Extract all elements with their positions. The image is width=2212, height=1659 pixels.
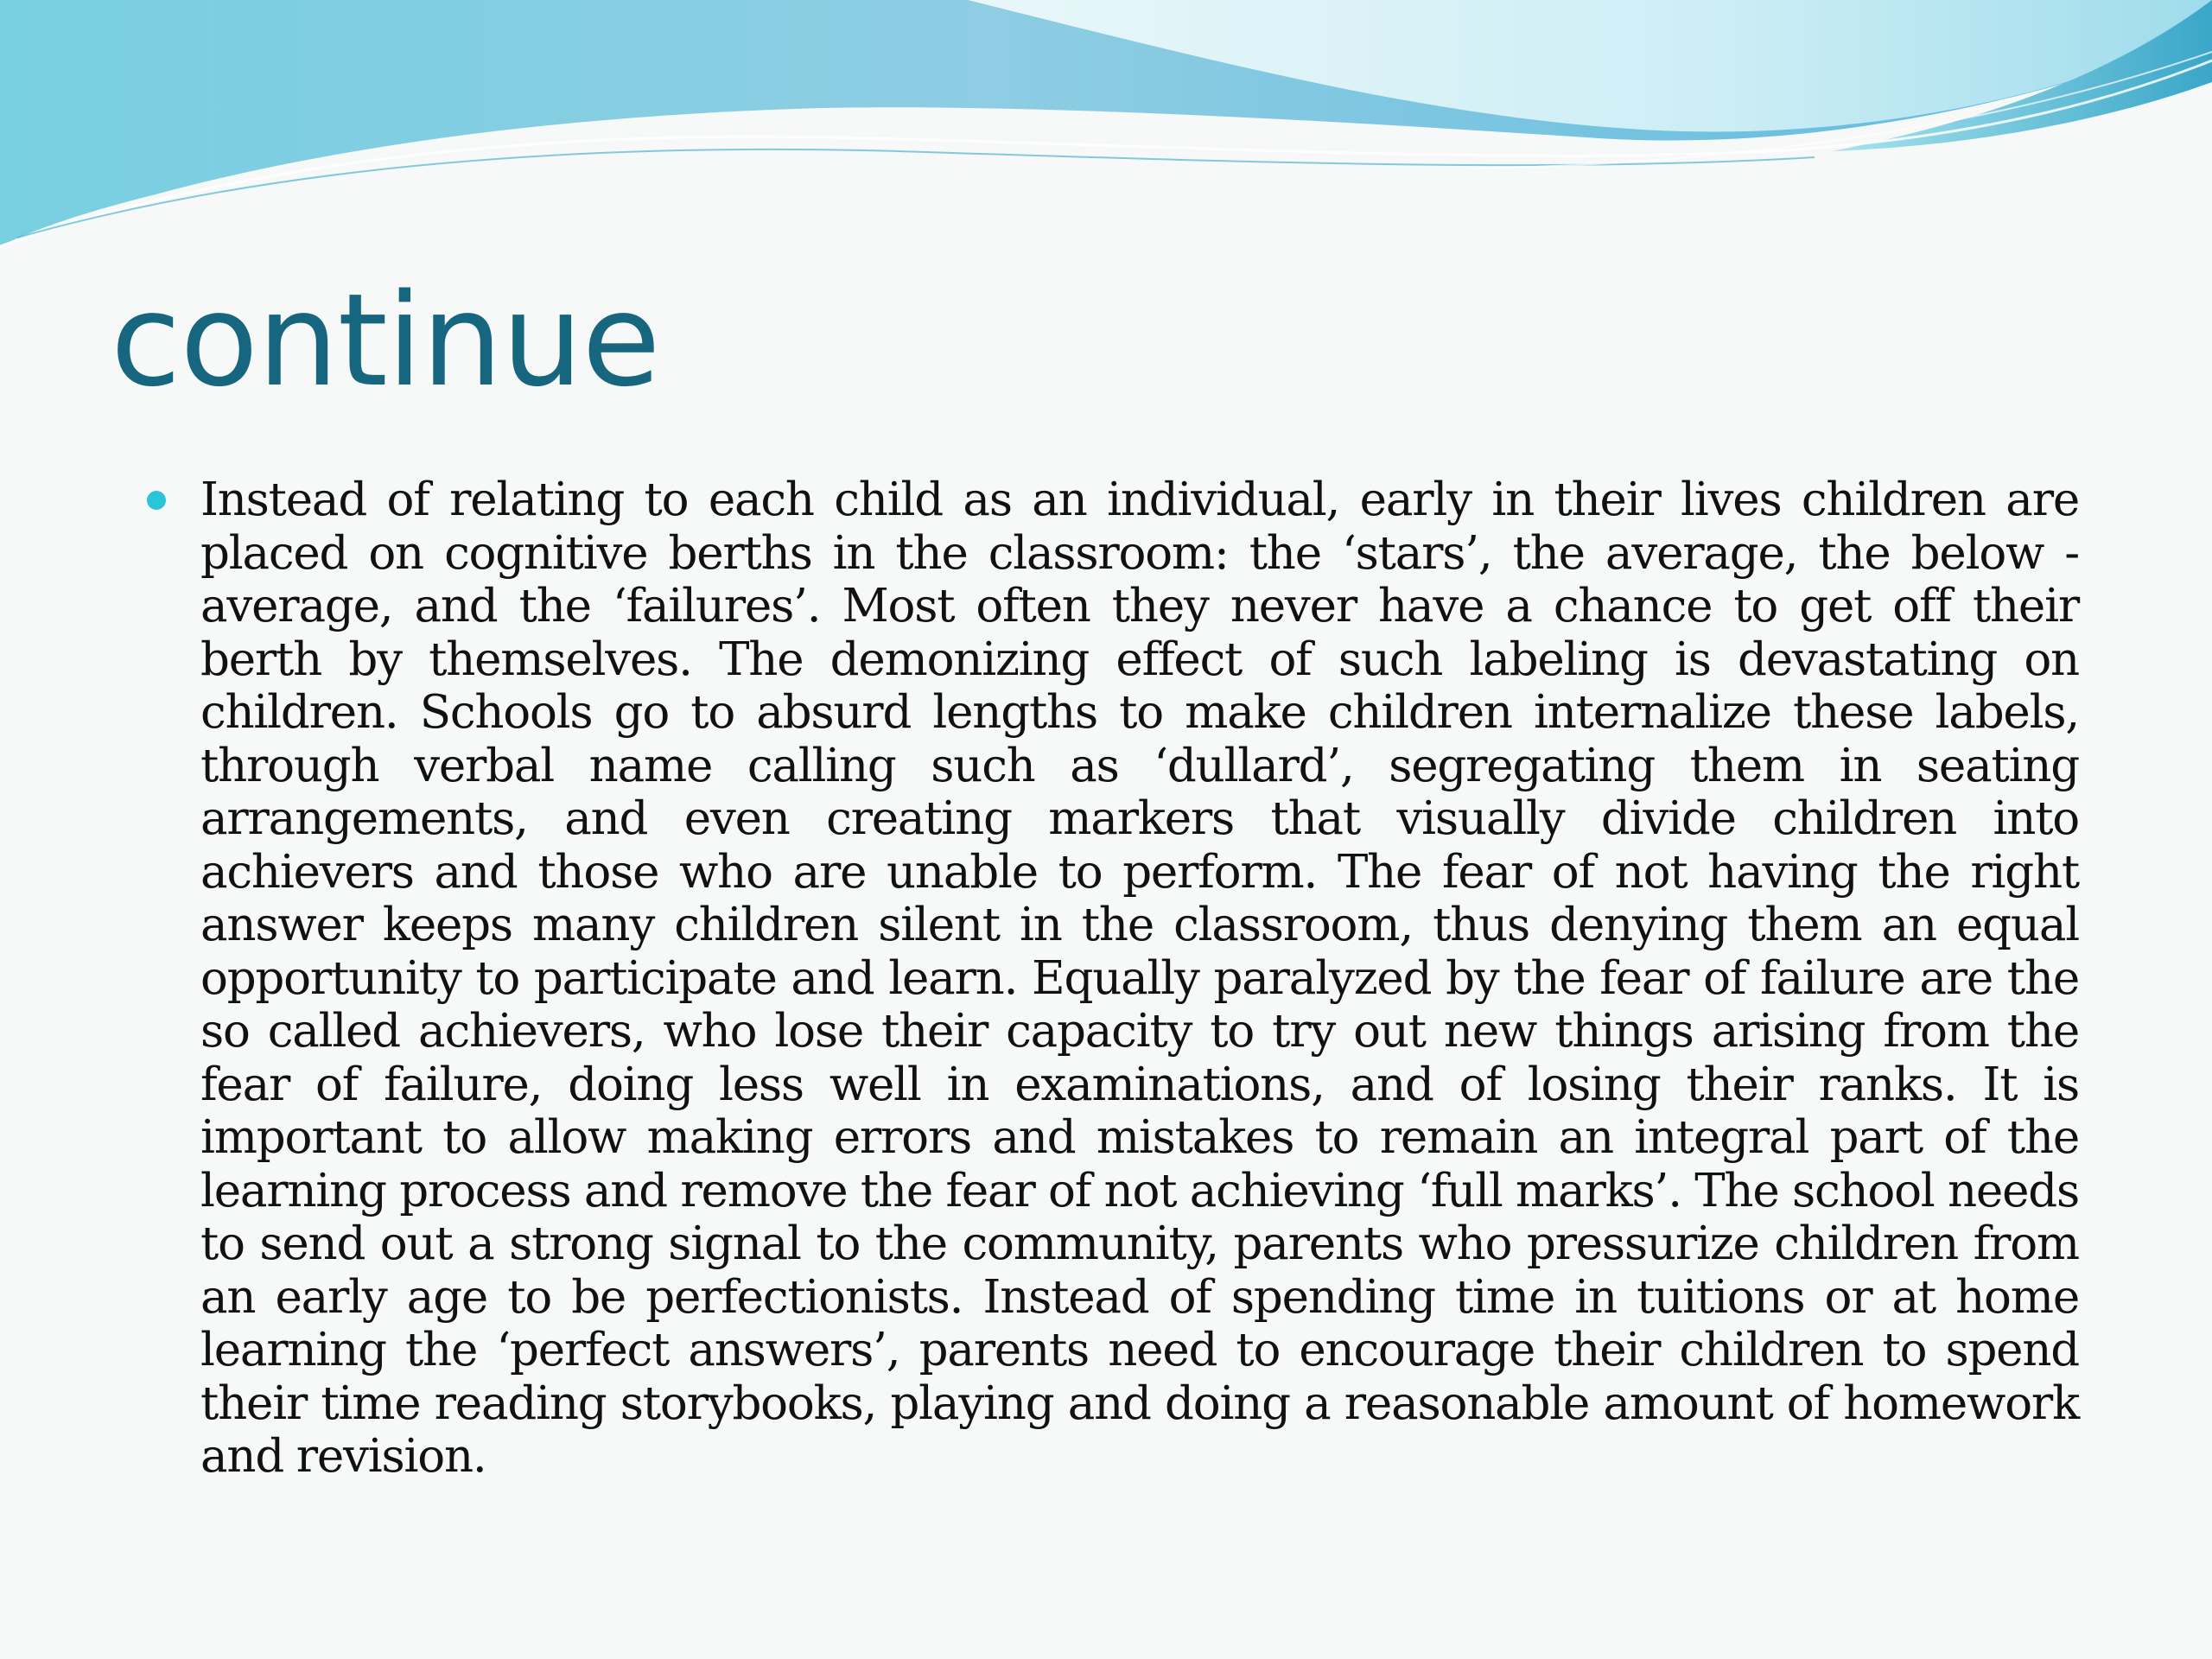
list-item [147,474,2079,1484]
slide-title: continue [111,266,660,415]
bullet-text: Instead of relating to each child as an individual, early in their lives children are placed on cognitive berths in the classroom: the ‘stars’, the average, the below -average, and the ‘failures’. Most often they never have a chance to get off their berth by themselves. The demonizing effect of such labeling is devastating on children. Schools go to absurd lengths to make children internalize these labels, through verbal name calling such as ‘dullard’, segregating them in seating arrangements, and even creating markers that visually divide children into achievers and those who are unable to perform. The fear of not having the right answer keeps many children silent in the classroom, thus denying them an equal opportunity to participate and learn. Equally paralyzed by the fear of failure are the so called achievers, who lose their capacity to try out new things arising from the fear of failure, doing less well in examinations, and of losing their ranks. It is important to allow making errors and mistakes to remain an integral part of the learning process and remove the fear of not achieving ‘full marks’. The school needs to send out a strong signal to the community, parents who pressurize children from an early age to be perfectionists. Instead of spending time in tuitions or at home learning the ‘perfect answers’, parents need to encourage their children to spend their time reading storybooks, playing and doing a reasonable amount of homework and revision. [200,474,2079,1483]
decorative-wave-header [0,0,2212,259]
bullet-dot-icon [147,491,166,510]
bullet-list [147,474,2079,1484]
